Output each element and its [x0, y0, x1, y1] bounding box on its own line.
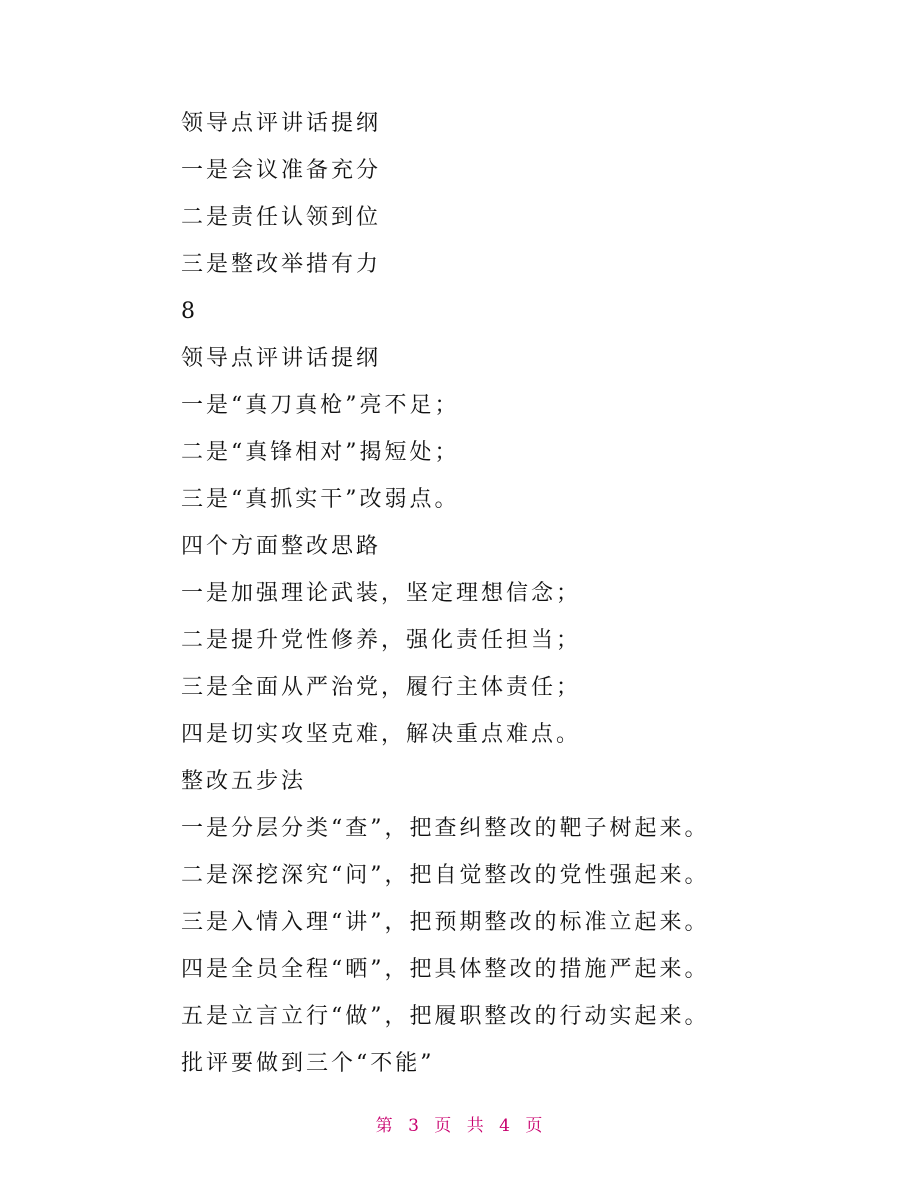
doc-line: 8: [181, 299, 198, 324]
page-footer: [0, 1111, 920, 1136]
doc-line: 一是加强理论武装，坚定理想信念；: [181, 581, 582, 606]
doc-line: 二是“真锋相对”揭短处；: [181, 440, 460, 465]
doc-line: 二是深挖深究“问”，把自觉整改的党性强起来。: [181, 863, 710, 888]
footer-label-total: 共: [466, 1116, 486, 1136]
doc-line: 批评要做到三个“不能”: [181, 1051, 435, 1076]
doc-line: 三是“真抓实干”改弱点。: [181, 487, 460, 512]
doc-line: 三是全面从严治党，履行主体责任；: [181, 675, 582, 700]
footer-current-page: 3: [408, 1116, 421, 1136]
doc-line: 一是会议准备充分: [181, 158, 382, 183]
footer-label-ye: 页: [525, 1116, 545, 1136]
footer-total-pages: 4: [499, 1116, 512, 1136]
document-body: [181, 104, 710, 1091]
doc-line: 三是整改举措有力: [181, 252, 382, 277]
doc-line: 一是“真刀真枪”亮不足；: [181, 393, 460, 418]
doc-line: 二是责任认领到位: [181, 205, 382, 230]
doc-line: 整改五步法: [181, 769, 307, 794]
doc-line: 四是全员全程“晒”，把具体整改的措施严起来。: [181, 957, 710, 982]
footer-label-ye: 页: [434, 1116, 454, 1136]
doc-line: 四个方面整改思路: [181, 534, 382, 559]
doc-line: 四是切实攻坚克难，解决重点难点。: [181, 722, 582, 747]
doc-line: 三是入情入理“讲”，把预期整改的标准立起来。: [181, 910, 710, 935]
doc-line: 五是立言立行“做”，把履职整改的行动实起来。: [181, 1004, 710, 1029]
doc-line: 领导点评讲话提纲: [181, 111, 382, 136]
doc-line: 一是分层分类“查”，把查纠整改的靶子树起来。: [181, 816, 710, 841]
doc-line: 领导点评讲话提纲: [181, 346, 382, 371]
doc-line: 二是提升党性修养，强化责任担当；: [181, 628, 582, 653]
footer-label-page: 第: [375, 1116, 395, 1136]
